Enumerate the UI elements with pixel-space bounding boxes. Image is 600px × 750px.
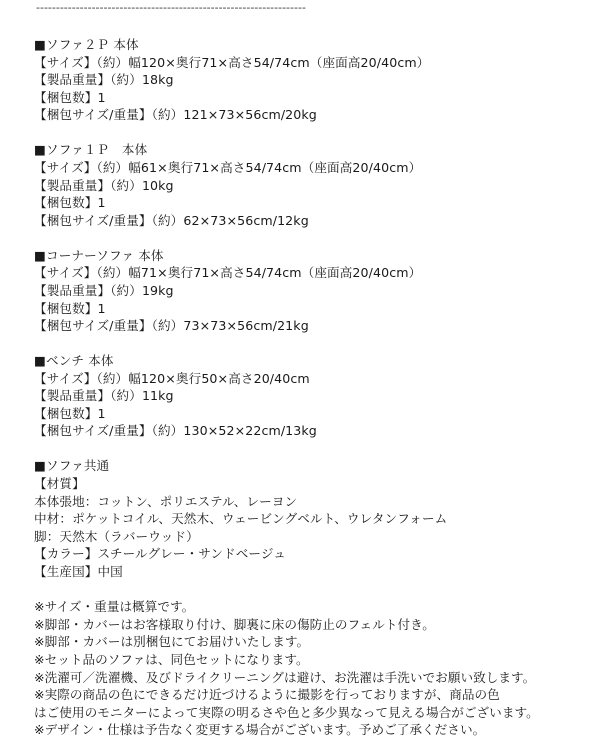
package-count-line: 【梱包数】1 (34, 300, 106, 316)
package-count-line: 【梱包数】1 (34, 89, 106, 105)
size-line: 【サイズ】（約）幅120×奥行71×高さ54/74cm（座面高20/40cm） (34, 54, 430, 70)
section-corner-sofa (34, 247, 594, 335)
material-heading: 【材質】 (34, 476, 85, 492)
notes-block (34, 598, 594, 739)
package-count-line: 【梱包数】1 (34, 405, 106, 421)
weight-line: 【製品重量】（約）11kg (34, 388, 174, 404)
note-line: ※洗濯可／洗濯機、及びドライクリーニングは避け、お洗濯は手洗いでお願い致します。 (34, 669, 536, 685)
origin-line: 【生産国】中国 (34, 564, 123, 579)
note-line: ※脚部・カバーはお客様取り付け、脚裏に床の傷防止のフェルト付き。 (34, 616, 435, 632)
note-line: ※サイズ・重量は概算です。 (34, 599, 195, 615)
note-line: ※脚部・カバーは別梱包にてお届けいたします。 (34, 634, 310, 650)
size-line: 【サイズ】（約）幅71×奥行71×高さ54/74cm（座面高20/40cm） (34, 265, 422, 281)
note-line: ※セット品のソファは、同色セットになります。 (34, 651, 309, 667)
section-heading: ■ベンチ 本体 (34, 353, 114, 369)
section-sofa-1p (34, 141, 594, 229)
package-count-line: 【梱包数】1 (34, 195, 106, 211)
color-line: 【カラー】スチールグレー・サンドベージュ (34, 546, 286, 562)
package-size-line: 【梱包サイズ/重量】（約）121×73×56cm/20kg (34, 107, 317, 123)
note-line: ※デザイン・仕様は予告なく変更する場合がございます。予めご了承ください。 (34, 722, 486, 738)
size-line: 【サイズ】（約）幅61×奥行71×高さ54/74cm（座面高20/40cm） (34, 159, 422, 175)
weight-line: 【製品重量】（約）19kg (34, 282, 174, 298)
section-sofa-common (34, 457, 594, 580)
material-fabric-line: 本体張地：コットン、ポリエステル、レーヨン (34, 493, 298, 509)
top-divider: -------------------------------------------------------------------- (36, 1, 306, 14)
material-filling-line: 中材：ポケットコイル、天然木、ウェービングベルト、ウレタンフォーム (34, 511, 448, 527)
weight-line: 【製品重量】（約）10kg (34, 177, 174, 193)
section-sofa-2p (34, 36, 594, 124)
section-heading: ■コーナーソファ 本体 (34, 247, 164, 263)
package-size-line: 【梱包サイズ/重量】（約）130×52×22cm/13kg (34, 423, 317, 439)
note-line: はご使用のモニターによって実際の明るさや色と多少異なって見える場合がございます。 (34, 704, 539, 720)
section-heading: ■ソファ１Ｐ 本体 (34, 142, 148, 158)
section-heading: ■ソファ２Ｐ 本体 (34, 37, 139, 52)
spec-content (34, 36, 594, 739)
section-bench (34, 352, 594, 440)
package-size-line: 【梱包サイズ/重量】（約）73×73×56cm/21kg (34, 318, 309, 334)
size-line: 【サイズ】（約）幅120×奥行50×高さ20/40cm (34, 370, 310, 386)
section-heading: ■ソファ共通 (34, 458, 110, 474)
note-line: ※実際の商品の色にできるだけ近づけるように撮影を行っておりますが、商品の色 (34, 687, 500, 703)
package-size-line: 【梱包サイズ/重量】（約）62×73×56cm/12kg (34, 212, 309, 228)
weight-line: 【製品重量】（約）18kg (34, 72, 174, 88)
material-legs-line: 脚：天然木（ラバーウッド） (34, 528, 199, 544)
